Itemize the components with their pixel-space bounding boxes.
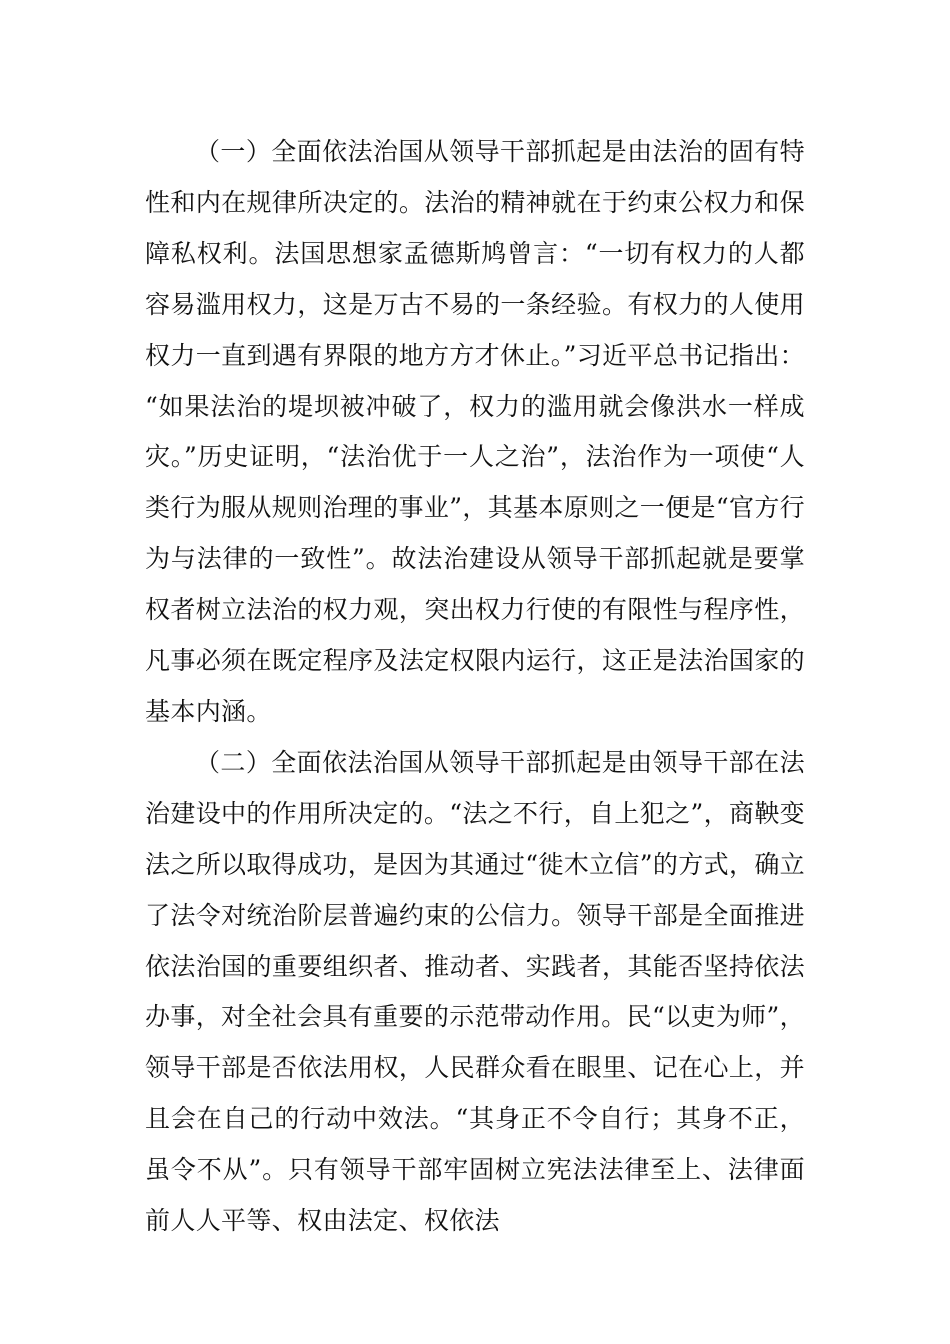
paragraph-rule-of-law-nature: （一）全面依法治国从领导干部抓起是由法治的固有特性和内在规律所决定的。法治的精神就在于约束公权力和保障私权利。法国思想家孟德斯鸠曾言：“一切有权力的人都容易滥用权力，这是万古不易的一条经验。有权力的人使用权力一直到遇有界限的地方方才休止。”习近平总书记指出：“如果法治的堤坝被冲破了，权力的滥用就会像洪水一样成灾。”历史证明，“法治优于一人之治”，法治作为一项使“人类行为服从规则治理的事业”，其基本原则之一便是“官方行为与法律的一致性”。故法治建设从领导干部抓起就是要掌权者树立法治的权力观，突出权力行使的有限性与程序性，凡事必须在既定程序及法定权限内运行，这正是法治国家的基本内涵。 xyxy=(145,137,806,726)
paragraph-leading-cadres-role: （二）全面依法治国从领导干部抓起是由领导干部在法治建设中的作用所决定的。“法之不行，自上犯之”，商鞅变法之所以取得成功，是因为其通过“徙木立信”的方式，确立了法令对统治阶层普遍约束的公信力。领导干部是全面推进依法治国的重要组织者、推动者、实践者，其能否坚持依法办事，对全社会具有重要的示范带动作用。民“以吏为师”，领导干部是否依法用权，人民群众看在眼里、记在心上，并且会在自己的行动中效法。“其身正不令自行；其身不正，虽令不从”。只有领导干部牢固树立宪法法律至上、法律面前人人平等、权由法定、权依法 xyxy=(145,747,806,1236)
